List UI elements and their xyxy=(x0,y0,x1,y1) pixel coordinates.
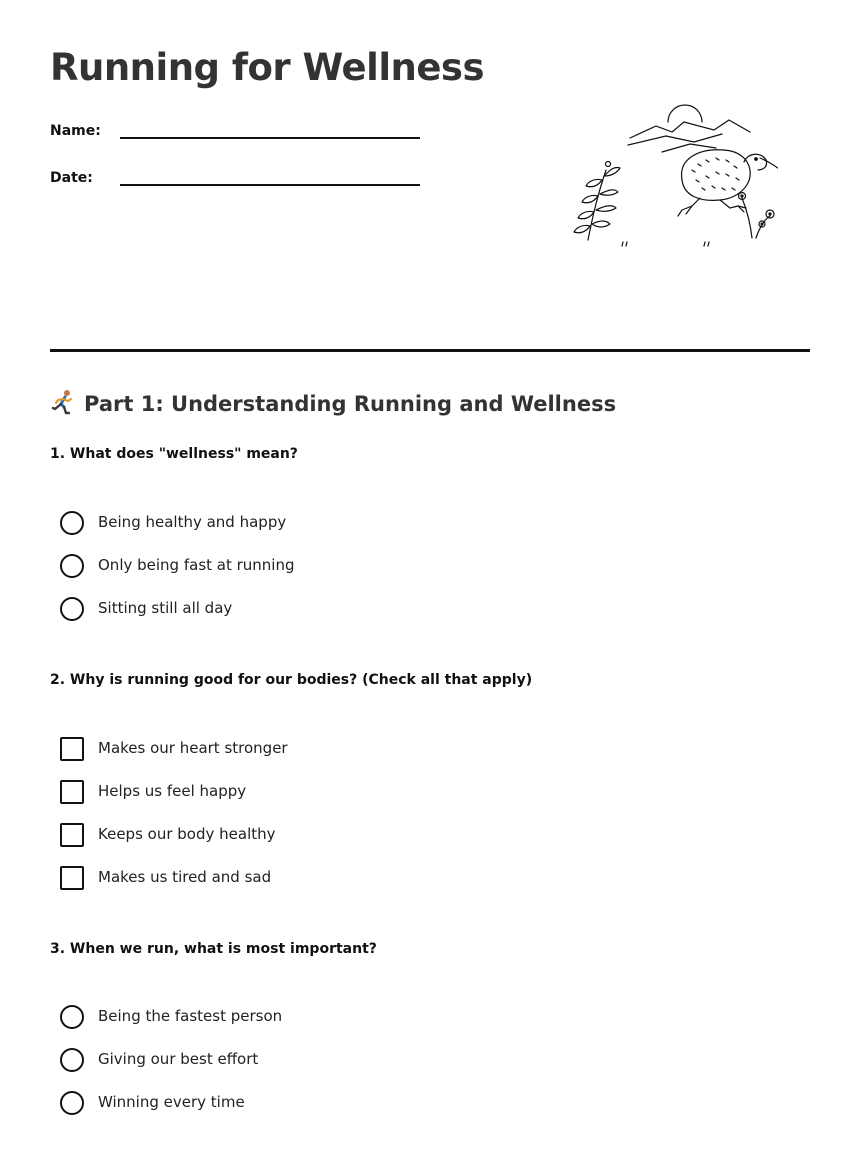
radio-button[interactable] xyxy=(60,511,84,535)
checkbox[interactable] xyxy=(60,823,84,847)
radio-button[interactable] xyxy=(60,1005,84,1029)
q1-option-1[interactable] xyxy=(60,511,660,537)
fern-icon xyxy=(574,162,620,241)
option-label: Makes us tired and sad xyxy=(98,868,272,886)
kiwi-bird-running-icon xyxy=(566,100,778,252)
question-3: 3. When we run, what is most important? xyxy=(50,941,377,957)
checkbox[interactable] xyxy=(60,780,84,804)
question-2: 2. Why is running good for our bodies? (Check all that apply) xyxy=(50,672,533,688)
radio-button[interactable] xyxy=(60,1091,84,1115)
running-person-icon xyxy=(50,388,78,416)
flowers-icon xyxy=(739,193,775,239)
option-label: Being healthy and happy xyxy=(98,513,287,531)
q1-option-2[interactable] xyxy=(60,554,660,580)
date-input-line[interactable] xyxy=(120,184,420,186)
radio-button[interactable] xyxy=(60,554,84,578)
radio-button[interactable] xyxy=(60,597,84,621)
option-label: Giving our best effort xyxy=(98,1050,259,1068)
worksheet-title: Running for Wellness xyxy=(50,46,484,89)
option-label: Sitting still all day xyxy=(98,599,233,617)
option-label: Winning every time xyxy=(98,1093,245,1111)
option-label: Only being fast at running xyxy=(98,556,295,574)
sun-icon xyxy=(668,105,702,122)
q3-option-2[interactable] xyxy=(60,1048,660,1074)
question-1: 1. What does "wellness" mean? xyxy=(50,446,298,462)
q2-option-1[interactable] xyxy=(60,737,660,763)
option-label: Makes our heart stronger xyxy=(98,739,288,757)
q2-option-3[interactable] xyxy=(60,823,660,849)
date-field[interactable] xyxy=(50,170,430,196)
name-field[interactable] xyxy=(50,123,430,149)
worksheet-page xyxy=(50,0,810,1161)
q1-option-3[interactable] xyxy=(60,597,660,623)
option-label: Being the fastest person xyxy=(98,1007,283,1025)
date-label: Date: xyxy=(50,170,93,186)
section-divider xyxy=(50,349,810,352)
option-label: Keeps our body healthy xyxy=(98,825,276,843)
q2-option-2[interactable] xyxy=(60,780,660,806)
checkbox[interactable] xyxy=(60,737,84,761)
part1-heading xyxy=(50,388,616,416)
radio-button[interactable] xyxy=(60,1048,84,1072)
name-input-line[interactable] xyxy=(120,137,420,139)
name-label: Name: xyxy=(50,123,101,139)
q3-option-1[interactable] xyxy=(60,1005,660,1031)
option-label: Helps us feel happy xyxy=(98,782,247,800)
mountains-icon xyxy=(630,120,750,138)
q3-option-3[interactable] xyxy=(60,1091,660,1117)
q2-option-4[interactable] xyxy=(60,866,660,892)
checkbox[interactable] xyxy=(60,866,84,890)
part1-heading-text: Part 1: Understanding Running and Wellness xyxy=(84,392,617,416)
